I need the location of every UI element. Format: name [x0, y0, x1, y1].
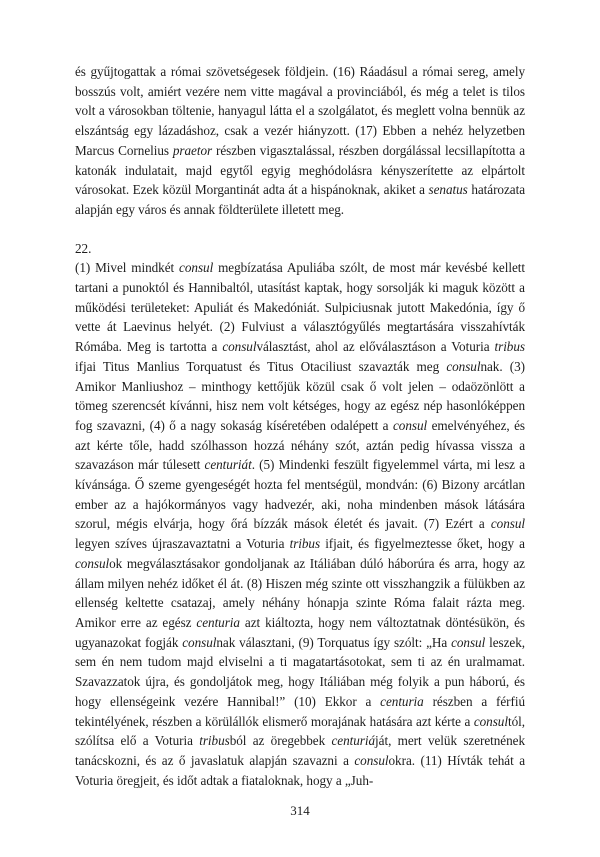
text-run: ját, mert velük szeretnének tanácskozni, és az ő javaslatuk alapján szavazni a: [75, 733, 526, 768]
text-run: ifjai Titus Manlius Torquatust és Titus Otaciliust szavazták meg: [75, 358, 447, 374]
italic-term: consul: [354, 752, 389, 768]
text-run: határozata alapján egy város és annak földterülete illetett meg.: [75, 182, 526, 217]
text-run: megbízatása Apuliába szólt, de most már kevésbé kellett tartani a punoktól és Hannibaltól, utasítást kaptak, hogy sorsolják ki maguk között a működési területeket: Apuliát és Makedóniát. Sulpiciusnak jutott Makedónia, így ő vette át Laevinus helyét. (2) Fulviust a választógyűlés megtartására visszahívták Rómába. Meg is tartotta a: [75, 260, 525, 355]
body-paragraph: [75, 62, 525, 220]
text-run: (1) Mivel mindkét: [75, 260, 180, 276]
page-body: [75, 62, 525, 790]
text-run: részben vigasztalással, részben dorgálással lecsillapította a katonák indulatait, majd egytől egyig meghódolásra kényszerítette az elpártolt városokat. Ezek közül Morgantinát adta át a hispánoknak, akiket a: [75, 142, 525, 198]
text-run: és gyűjtogattak a római szövetségesek földjein. (16) Ráadásul a római sereg, amely bosszús volt, amiért vezére nem vitte magával a provinciából, és még a telet is tilos volt a városokban töltenie, hanyagul látta el a szolgálatot, és meglett volna bennük az elszántság egy lázadáshoz, csak a vezér hiányzott. (17) Ebben a nehéz helyzetben Marcus Cornelius: [75, 64, 525, 158]
italic-term: consul: [446, 358, 481, 374]
text-run: emelvényéhez, és azt kérte tőle, hadd szólhasson hozzá néhány szót, aztán pedig hívassa vissza a szavazáson már túlesett: [75, 417, 525, 473]
italic-term: praetor: [172, 142, 213, 158]
text-run: tól, szólítsa elő a Voturia: [75, 713, 525, 749]
italic-term: consul: [473, 713, 508, 729]
text-run: választást, ahol az előválasztáson a Voturia: [256, 339, 495, 355]
body-paragraph: [75, 258, 525, 790]
italic-term: tribus: [289, 536, 321, 552]
italic-term: consul: [392, 417, 428, 433]
italic-term: consul: [490, 516, 525, 532]
text-run: nak választani, (9) Torquatus így szólt: „Ha: [216, 634, 452, 650]
italic-term: centuriá: [331, 733, 376, 749]
italic-term: consul: [182, 634, 217, 650]
italic-term: tribus: [494, 339, 525, 355]
text-run: ok megválasztásakor gondoljanak az Itáliában dúló háborúra és arra, hogy az állam milyen nehéz időket él át. (8) Hiszen még szinte ott visszhangzik a fülükben az ellenség keltette csatazaj, amely néhány hónapja szinte Róma falait rázta meg. Amikor erre az egész: [75, 555, 525, 630]
chapter-number: 22.: [75, 240, 92, 256]
italic-term: consul: [451, 634, 486, 650]
text-run: ból az öregebbek: [229, 733, 332, 749]
text-run: leszek, sem én nem tudom majd elviselni a ti magatartásotokat, sem ti az én uralmamat. Szavazzatok újra, és gondoljátok meg, hogy Itáliában még folyik a pun háború, és hogy ellenségeink vezére Hannibal!” (10) Ekkor a: [75, 634, 525, 709]
italic-term: senatus: [428, 182, 468, 198]
italic-term: consul: [75, 555, 110, 571]
page-number: 314: [290, 803, 310, 818]
paragraph-spacer: [75, 220, 525, 239]
text-run: okra. (11) Hívták tehát a Voturia öregjeit, és időt adtak a fiataloknak, hogy a „Juh-: [75, 752, 525, 788]
text-run: azt kiáltozta, hogy nem változtatnak döntésükön, és ugyanazokat fogják: [75, 614, 525, 650]
italic-term: tribus: [199, 733, 230, 749]
italic-term: centuria: [380, 693, 424, 709]
text-run: nak. (3) Amikor Manliushoz – minthogy kettőjük közül csak ő volt jelen – odaözönlött a tömeg szerencsét kívánni, hisz nem volt kétséges, hogy az egész nép hasonlóképpen fog szavazni, (4) ő a nagy sokaság kíséretében odalépett a: [75, 358, 525, 433]
text-run: ifjait, és figyelmeztesse őket, hogy a: [320, 536, 525, 552]
italic-term: centuria: [196, 614, 240, 630]
italic-term: centuriát: [204, 457, 252, 473]
text-run: . (5) Mindenki feszült figyelemmel várta, mi lesz a kívánsága. Ő szeme gyengeségét hozta fel mentségül, mondván: (6) Bizony arcátlan ember az a hajókormányos vagy hadvezér, aki, noha mindenben mások látására szorul, mégis elvárja, hogy őrá bízzák mások életét és javait. (7) Ezért a: [75, 457, 526, 532]
italic-term: consul: [222, 339, 257, 355]
text-run: részben a férfiú tekintélyének, részben a körülállók elismerő morajának hatására azt kérte a: [75, 693, 525, 729]
text-run: legyen szíves újraszavaztatni a Voturia: [75, 536, 290, 552]
italic-term: consul: [179, 260, 214, 276]
